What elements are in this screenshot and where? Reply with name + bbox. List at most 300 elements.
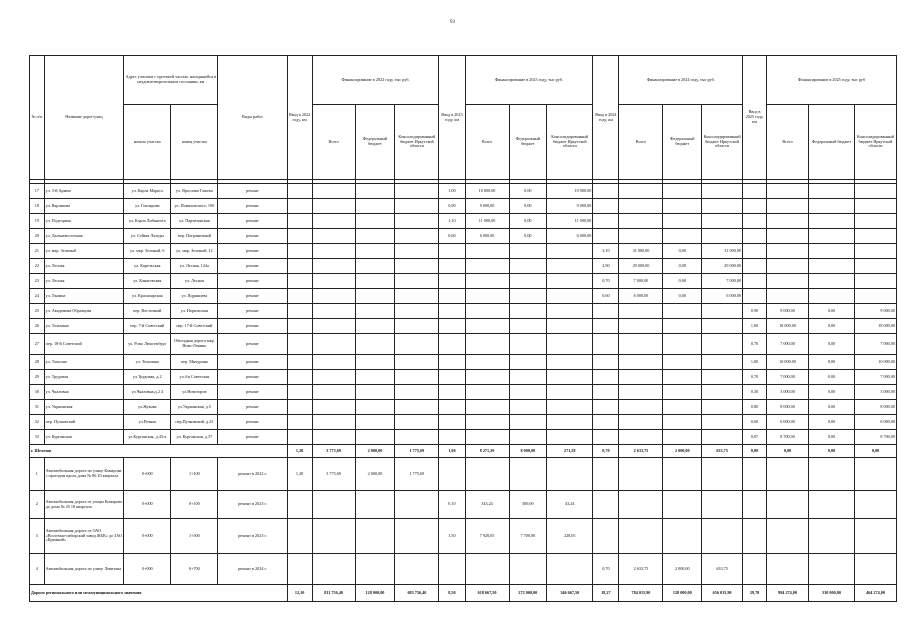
total-2022 [312, 400, 355, 415]
total-2023 [465, 355, 509, 370]
header-address-group: Адрес участков с проезжей частью, находящейся в неудовлетворительном состоянии, км [124, 56, 218, 105]
total-2022 [312, 304, 355, 319]
consolidated-2025: 10 000,00 [855, 355, 897, 370]
grand-consolidated-2023: 346 667,50 [547, 585, 593, 602]
road-name: пер. 18-й Советский [44, 334, 124, 355]
road-name: ул. Украинская [44, 400, 124, 415]
town-federal-2023: 8 000,00 [509, 445, 547, 458]
work-type: ремонт [218, 244, 287, 259]
header-end: конец участка [171, 105, 218, 180]
table-row [30, 214, 897, 229]
federal-2023 [509, 415, 547, 430]
input-2022 [287, 385, 312, 400]
input-2023 [439, 274, 465, 289]
consolidated-2024 [702, 229, 743, 244]
segment-input-2024 [593, 458, 619, 491]
consolidated-2025: 8 000,00 [855, 400, 897, 415]
town-total-2024: 2 633,75 [619, 445, 663, 458]
segment-federal-2023: 7 700,00 [509, 519, 547, 554]
work-type: ремонт [218, 385, 287, 400]
consolidated-2023 [547, 244, 593, 259]
grand-federal-2023: 272 000,00 [509, 585, 547, 602]
federal-2024: 0,00 [663, 244, 702, 259]
work-type: ремонт [218, 304, 287, 319]
row-number: 28 [30, 355, 45, 370]
consolidated-2025: 18 000,00 [855, 319, 897, 334]
total-2025 [767, 184, 809, 199]
federal-2023: 0,00 [509, 184, 547, 199]
input-2022 [287, 355, 312, 370]
header-total-2025: Всего [767, 105, 809, 180]
table-row [30, 244, 897, 259]
road-name: ул. Курганская [44, 430, 124, 445]
consolidated-2022 [395, 199, 439, 214]
consolidated-2025: 9 000,00 [855, 304, 897, 319]
segment-start: 0+000 [124, 491, 171, 519]
work-type: ремонт [218, 259, 287, 274]
input-2024: 0,70 [593, 274, 619, 289]
total-2023 [465, 244, 509, 259]
total-2024 [619, 400, 663, 415]
row-number: 24 [30, 289, 45, 304]
federal-2022 [355, 355, 395, 370]
consolidated-2023: 11 000,00 [547, 214, 593, 229]
federal-2025 [808, 214, 854, 229]
section-end: ул.4-я Советская [171, 370, 218, 385]
header-consolidated-2023: Консолидированный бюджет Иркутской области [547, 105, 593, 180]
federal-2022 [355, 244, 395, 259]
consolidated-2022 [395, 319, 439, 334]
consolidated-2022 [395, 259, 439, 274]
segment-input-2023 [439, 458, 465, 491]
input-2022 [287, 244, 312, 259]
table-row [30, 259, 897, 274]
input-2025 [743, 229, 767, 244]
consolidated-2023 [547, 319, 593, 334]
total-2025: 7 000,00 [767, 370, 809, 385]
consolidated-2024: 6 000,00 [702, 289, 743, 304]
federal-2024: 0,00 [663, 274, 702, 289]
federal-2025 [808, 229, 854, 244]
federal-2022 [355, 430, 395, 445]
total-2022 [312, 274, 355, 289]
town-total-label: г. Шелехов [30, 445, 288, 458]
section-end: ул. Ярослава Гашека [171, 184, 218, 199]
empty-cell [808, 554, 854, 585]
segment-consolidated-2022 [395, 519, 439, 554]
input-2025 [743, 244, 767, 259]
consolidated-2024 [702, 430, 743, 445]
consolidated-2024: 7 000,00 [702, 274, 743, 289]
federal-2023 [509, 274, 547, 289]
input-2022 [287, 214, 312, 229]
federal-2024 [663, 400, 702, 415]
header-num: № п/п [30, 56, 45, 180]
consolidated-2023 [547, 259, 593, 274]
road-name: ул. мкр. Зеленый [44, 244, 124, 259]
input-2024 [593, 214, 619, 229]
segment-number: 3 [30, 519, 45, 554]
header-total-2024: Всего [619, 105, 663, 180]
federal-2023 [509, 289, 547, 304]
consolidated-2023 [547, 400, 593, 415]
input-2025: 0,87 [743, 430, 767, 445]
federal-2025: 0,00 [808, 385, 854, 400]
work-type: ремонт [218, 214, 287, 229]
segment-federal-2022 [355, 491, 395, 519]
header-fin-2022: Финансирование в 2022 году, тыс руб. [312, 56, 439, 105]
segment-road-name: Автомобильная дорога от улицы Комарова до дома № 45 18 квартала [44, 491, 124, 519]
input-2023: 0,60 [439, 229, 465, 244]
total-2024 [619, 430, 663, 445]
federal-2025 [808, 289, 854, 304]
road-name: ул. Лесная [44, 274, 124, 289]
federal-2022 [355, 199, 395, 214]
header-total-2023: Всего [465, 105, 509, 180]
consolidated-2022 [395, 355, 439, 370]
section-start: ул.Трудовая, д.2 [124, 370, 171, 385]
total-2025: 8 700,00 [767, 430, 809, 445]
total-2024 [619, 184, 663, 199]
federal-2023 [509, 304, 547, 319]
consolidated-2025 [855, 229, 897, 244]
consolidated-2022 [395, 415, 439, 430]
segment-federal-2024 [663, 458, 702, 491]
federal-2024: 0,00 [663, 259, 702, 274]
segment-federal-2024 [663, 519, 702, 554]
grand-consolidated-2022: 683 756,40 [395, 585, 439, 602]
section-end: ул.Новоторов [171, 385, 218, 400]
work-type: ремонт [218, 415, 287, 430]
total-2023: 6 000,00 [465, 229, 509, 244]
input-2025 [743, 199, 767, 214]
total-2024 [619, 304, 663, 319]
work-type: ремонт [218, 274, 287, 289]
town-total-2025: 0,00 [767, 445, 809, 458]
federal-2025: 0,00 [808, 334, 854, 355]
input-2022 [287, 334, 312, 355]
federal-2022 [355, 229, 395, 244]
work-type: ремонт [218, 229, 287, 244]
row-number: 31 [30, 400, 45, 415]
segment-consolidated-2023 [547, 458, 593, 491]
input-2022 [287, 184, 312, 199]
consolidated-2025: 3 000,00 [855, 385, 897, 400]
table-row [30, 430, 897, 445]
grand-consolidated-2025: 464 274,00 [855, 585, 897, 602]
total-2023: 11 000,00 [465, 214, 509, 229]
total-2023 [465, 259, 509, 274]
section-end: ул. Помяловского, 19б [171, 199, 218, 214]
header-consolidated-2025: Консолидированный бюджет Иркутской области [855, 105, 897, 180]
work-type: ремонт [218, 430, 287, 445]
input-2025 [743, 289, 767, 304]
section-end: ул. Партизанская [171, 214, 218, 229]
header-consolidated-2022: Консолидированный бюджет Иркутской области [395, 105, 439, 180]
total-2024 [619, 415, 663, 430]
segment-work-type: ремонт в 2023 г. [218, 491, 287, 519]
input-2022 [287, 430, 312, 445]
table-row [30, 400, 897, 415]
consolidated-2024 [702, 184, 743, 199]
total-2024 [619, 199, 663, 214]
section-start: пер. 7-й Советский [124, 319, 171, 334]
total-2025: 9 000,00 [767, 304, 809, 319]
input-2023 [439, 244, 465, 259]
input-2023 [439, 319, 465, 334]
federal-2022 [355, 184, 395, 199]
segment-road-name: Автомобильная дорога от ОАО «Восточно-сибирский завод ЖБК» до ЗАО «Кремний» [44, 519, 124, 554]
input-2022 [287, 259, 312, 274]
federal-2023 [509, 400, 547, 415]
segment-work-type: ремонт в 2022 г. [218, 458, 287, 491]
row-number: 33 [30, 430, 45, 445]
header-federal-2024: Федеральный бюджет [663, 105, 702, 180]
empty-cell [767, 458, 809, 491]
town-federal-2025: 0,00 [808, 445, 854, 458]
segment-input-2024: 0,70 [593, 554, 619, 585]
empty-cell [855, 491, 897, 519]
road-name: пер. Пулковский [44, 415, 124, 430]
segment-end: 0+700 [171, 554, 218, 585]
grand-consolidated-2024: 656 015,90 [702, 585, 743, 602]
grand-total-row [30, 585, 897, 602]
consolidated-2022 [395, 244, 439, 259]
federal-2025: 0,00 [808, 415, 854, 430]
consolidated-2025: 8 700,00 [855, 430, 897, 445]
row-number: 29 [30, 370, 45, 385]
total-2024 [619, 214, 663, 229]
segment-federal-2024 [663, 491, 702, 519]
total-2025 [767, 259, 809, 274]
federal-2025: 0,00 [808, 304, 854, 319]
road-name: ул. Лызина [44, 289, 124, 304]
table-row [30, 289, 897, 304]
federal-2023: 0,00 [509, 199, 547, 214]
empty-cell [743, 458, 767, 491]
consolidated-2022 [395, 214, 439, 229]
total-2023 [465, 415, 509, 430]
total-2023 [465, 370, 509, 385]
input-2023 [439, 415, 465, 430]
table-row [30, 415, 897, 430]
consolidated-2022 [395, 334, 439, 355]
work-type: ремонт [218, 184, 287, 199]
federal-2025: 0,00 [808, 355, 854, 370]
section-start: ул. мкр. Зеленый, 6 [124, 244, 171, 259]
consolidated-2022 [395, 274, 439, 289]
federal-2025: 0,00 [808, 400, 854, 415]
consolidated-2023 [547, 370, 593, 385]
total-2022 [312, 385, 355, 400]
input-2025 [743, 259, 767, 274]
consolidated-2023 [547, 385, 593, 400]
federal-2024 [663, 304, 702, 319]
section-start: ул. Гончарова [124, 199, 171, 214]
consolidated-2025 [855, 184, 897, 199]
input-2024 [593, 355, 619, 370]
input-2024: 3,10 [593, 244, 619, 259]
row-number: 21 [30, 244, 45, 259]
consolidated-2025: 7 000,00 [855, 334, 897, 355]
section-start: ул. Тольмана [124, 355, 171, 370]
segment-row [30, 519, 897, 554]
input-2023 [439, 385, 465, 400]
consolidated-2023 [547, 304, 593, 319]
total-2025: 8 000,00 [767, 400, 809, 415]
segment-total-2024 [619, 519, 663, 554]
total-2025 [767, 214, 809, 229]
consolidated-2025: 6 000,00 [855, 415, 897, 430]
input-2022 [287, 289, 312, 304]
empty-cell [743, 554, 767, 585]
section-start: ул. Карла Маркса [124, 184, 171, 199]
total-2022 [312, 370, 355, 385]
work-type: ремонт [218, 370, 287, 385]
work-type: ремонт [218, 199, 287, 214]
empty-cell [808, 491, 854, 519]
segment-total-2023 [465, 458, 509, 491]
federal-2022 [355, 319, 395, 334]
segment-start: 0+000 [124, 554, 171, 585]
grand-total-2024: 784 015,90 [619, 585, 663, 602]
header-input-2024: Ввод в 2024 году, км [593, 56, 619, 180]
consolidated-2024 [702, 334, 743, 355]
consolidated-2025 [855, 289, 897, 304]
row-number: 27 [30, 334, 45, 355]
federal-2024 [663, 355, 702, 370]
segment-work-type: ремонт в 2023 г. [218, 519, 287, 554]
road-name: ул. Трудовая [44, 370, 124, 385]
segment-consolidated-2022 [395, 554, 439, 585]
total-2025 [767, 229, 809, 244]
consolidated-2022 [395, 229, 439, 244]
federal-2023 [509, 370, 547, 385]
federal-2024 [663, 430, 702, 445]
empty-cell [743, 491, 767, 519]
section-start: ул. Карельская [124, 259, 171, 274]
row-number: 25 [30, 304, 45, 319]
total-2025 [767, 199, 809, 214]
empty-cell [767, 491, 809, 519]
federal-2025 [808, 244, 854, 259]
section-end: ул. Норильская [171, 304, 218, 319]
row-number: 20 [30, 229, 45, 244]
input-2024 [593, 370, 619, 385]
input-2023 [439, 334, 465, 355]
row-number: 18 [30, 199, 45, 214]
segment-total-2022: 3 775,69 [312, 458, 355, 491]
segment-row [30, 554, 897, 585]
grand-input-2023: 8,50 [439, 585, 465, 602]
work-type: ремонт [218, 334, 287, 355]
segment-total-2023 [465, 554, 509, 585]
total-2025: 18 000,00 [767, 319, 809, 334]
town-input-2023: 1,60 [439, 445, 465, 458]
input-2025: 0,60 [743, 415, 767, 430]
consolidated-2024 [702, 415, 743, 430]
total-2022 [312, 259, 355, 274]
segment-input-2022 [287, 519, 312, 554]
consolidated-2023: 10 000,00 [547, 184, 593, 199]
total-2024 [619, 334, 663, 355]
federal-2024 [663, 184, 702, 199]
header-fin-2023: Финансирование в 2023 году, тыс руб. [465, 56, 593, 105]
consolidated-2024 [702, 355, 743, 370]
input-2024 [593, 319, 619, 334]
empty-cell [767, 519, 809, 554]
consolidated-2023: 9 000,00 [547, 199, 593, 214]
total-2024 [619, 355, 663, 370]
table-row [30, 229, 897, 244]
table-row [30, 199, 897, 214]
federal-2025: 0,00 [808, 430, 854, 445]
section-end: Объездная дорога мкр. Ново-Ленино [171, 334, 218, 355]
total-2024: 31 000,00 [619, 244, 663, 259]
segment-end: 1+100 [171, 458, 218, 491]
federal-2024 [663, 370, 702, 385]
total-2023: 9 000,00 [465, 199, 509, 214]
consolidated-2024 [702, 370, 743, 385]
total-2023 [465, 289, 509, 304]
input-2024 [593, 304, 619, 319]
segment-consolidated-2024 [702, 519, 743, 554]
road-name: ул. 3-й Армии [44, 184, 124, 199]
total-2025: 10 000,00 [767, 355, 809, 370]
row-number: 22 [30, 259, 45, 274]
consolidated-2022 [395, 400, 439, 415]
table-body [30, 184, 897, 602]
segment-road-name: Автомобильная дорога по улице Левитана [44, 554, 124, 585]
total-2023 [465, 304, 509, 319]
town-input-2022: 1,20 [287, 445, 312, 458]
town-federal-2024: 2 000,00 [663, 445, 702, 458]
segment-start: 0+000 [124, 519, 171, 554]
federal-2022 [355, 334, 395, 355]
input-2024: 2,90 [593, 259, 619, 274]
segment-input-2023: 1,50 [439, 519, 465, 554]
total-2025 [767, 274, 809, 289]
segment-consolidated-2023 [547, 554, 593, 585]
grand-federal-2024: 128 000,00 [663, 585, 702, 602]
input-2023: 1,00 [439, 184, 465, 199]
consolidated-2023: 6 000,00 [547, 229, 593, 244]
federal-2024 [663, 229, 702, 244]
input-2025: 0,70 [743, 370, 767, 385]
federal-2025 [808, 184, 854, 199]
section-start: ул. Сеймы Лазоды [124, 229, 171, 244]
federal-2022 [355, 415, 395, 430]
segment-federal-2022 [355, 554, 395, 585]
grand-input-2025: 29,70 [743, 585, 767, 602]
town-total-2023: 8 271,29 [465, 445, 509, 458]
town-input-2025: 0,00 [743, 445, 767, 458]
federal-2022 [355, 214, 395, 229]
section-end: ул.Украинская, д.5 [171, 400, 218, 415]
header-input-2023: Ввод в 2023 году, км [439, 56, 465, 180]
section-start: ул.Речная [124, 415, 171, 430]
consolidated-2022 [395, 370, 439, 385]
total-2025: 7 000,00 [767, 334, 809, 355]
total-2022 [312, 289, 355, 304]
federal-2023 [509, 355, 547, 370]
segment-road-name: Автомобильная дорога по улице Комарова с проездом вдоль дома № 86 20 квартала [44, 458, 124, 491]
federal-2022 [355, 385, 395, 400]
federal-2025 [808, 259, 854, 274]
segment-federal-2023: 300,00 [509, 491, 547, 519]
segment-total-2023: 7 928,05 [465, 519, 509, 554]
consolidated-2023 [547, 334, 593, 355]
